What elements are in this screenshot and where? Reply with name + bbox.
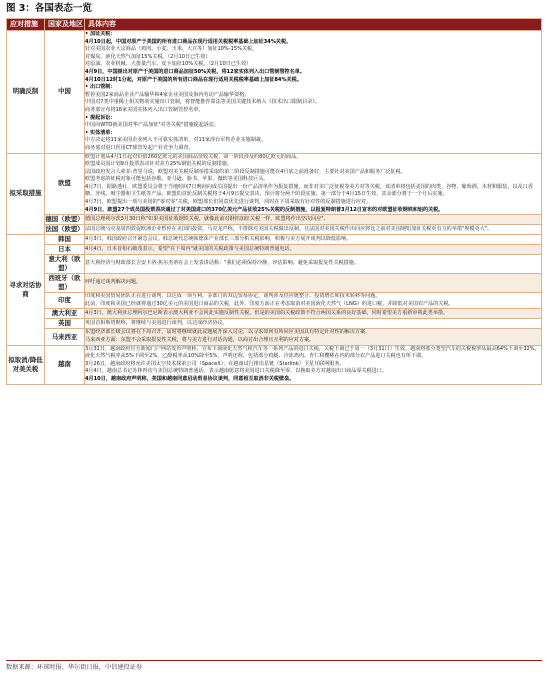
- figure-title: 图 3：各国表态一览: [6, 3, 92, 14]
- table-row: [7, 225, 542, 235]
- content-line: 4月10日12时1分起，对原产于美国的所有进口商品在现行适用关税税率基础上加征84%关税。: [85, 76, 302, 83]
- bottom-rule: [6, 660, 542, 661]
- content-line: 4月9日，欧盟27个成员国投票表决通过了对美国进口的370亿美元产品征收25%关税的反制措施，以报复特朗普3月12日宣布的对欧盟征收钢铁和铝的关税。: [85, 206, 444, 213]
- content-line: 意大利经济与财政部长吉安卡洛·焦尔杰蒂在会上发表讲话称："我们必须保持冷静，评估影响，避免采取报复性关税措施。: [85, 260, 359, 267]
- content-cell: [85, 225, 542, 235]
- content-line: 商务部宣布将16家美国实体列入出口管制管控名单。: [85, 106, 204, 113]
- content-line: 3月26日，越南政府将允许美国太空技术探索公司（SpaceX），在越南试行推出星链（Starlink）卫星互联网服务。: [85, 360, 345, 367]
- content-line: 东盟经济部长级会议将在下周召开，届时将继续就此议题展开深入讨论，以寻求如何有所回应美国具有特定针对性的解决方案。: [85, 329, 371, 336]
- content-line: 4月7日，欧盟提出一项与美国的"零对零"关税，欧盟部长们同意优先进行谈判，同时在下周采取有针对性的反制措施进行应对。: [85, 199, 372, 206]
- table-body: [7, 31, 542, 385]
- table-row: [7, 329, 542, 345]
- country-cell: 欧盟: [45, 153, 85, 215]
- header-country: 国家及地区: [45, 19, 85, 31]
- source-note: 数据来源：环球时报、华尔街日报，中信建投证券: [6, 664, 143, 671]
- measure-category: 拟采取措施: [7, 153, 45, 235]
- content-cell: [85, 245, 542, 255]
- country-cell: 意大利（欧盟）: [45, 255, 85, 274]
- content-cell: [85, 309, 542, 319]
- content-cell: [85, 329, 542, 345]
- content-line: 中国对7类中重稀土相关物项实施出口管制，将智能推荐算法等美国关键技术纳入《技术出口限制目录》。: [85, 99, 321, 106]
- content-line: 中方决定将11家美国企业列入不可靠实体清单，对11家涉台军售企业实施制裁。: [85, 137, 267, 144]
- table-row: [7, 345, 542, 384]
- table-row: [7, 319, 542, 329]
- content-cell: [85, 215, 542, 225]
- content-line: 针对美国农业大宗商品（鸡肉、小麦、玉米、大豆等）加征10%-15%关税。: [85, 46, 258, 53]
- content-line: 4月3日，韩国政府召开紧急会议。韩总统代总统韩德洙产业部长三部分析关税影响，积极与美方展开谈判以降低影响。: [85, 235, 352, 242]
- header-measure: 应对措施: [7, 19, 45, 31]
- content-line: 法国总统马克龙周四敦促欧洲企业暂停在美国的投资，马克龙声称，不排除对美国关税做出反制，且法国对美国关税作出回应将比之前对美国钢铝加征关税更有力的举措"规模更大"。: [85, 225, 493, 232]
- content-line: 欧盟考虑的征税对象可能包括谷歌、亚马逊、脸书、苹果、微软等美国科技巨头。: [85, 176, 269, 183]
- countries-stance-table: [6, 18, 542, 385]
- content-line: 4月10日，越南政府声明称，美国和越南同意启动贸易协议谈判，同意相互取消非关税壁垒。: [85, 376, 295, 382]
- measure-category: 明确反制: [7, 31, 45, 154]
- country-cell: 马来西亚: [45, 329, 85, 345]
- country-cell: 日本: [45, 245, 85, 255]
- country-cell: 英国: [45, 319, 85, 329]
- content-line: 4月4日，日本首相石破茂表示，希望"在下周内"就美国的关税政策与美国总统特朗普通电话。: [85, 245, 295, 252]
- table-row: [7, 215, 542, 225]
- table-row: [7, 153, 542, 215]
- content-line: 4月7日，据路透社，欧盟委员会将于当地时间7日晚间向成员国提出一份产品清单作为报复措施，而非对美广泛征税等美方对等关税，该清单将包括美国的肉类、谷物、葡萄酒、木材和服装，以及口香糖、牙线、吸尘器和卫生纸等产品。欧盟的首轮反制关税将于4月9日提交表决，预计将分两个阶段实施，第一部分于4月15日生效，其余部分将于一个月后实施。: [85, 183, 533, 198]
- country-cell: 澳大利亚: [45, 309, 85, 319]
- content-line: 德国总理朔尔茨3月30日称"如果美国征收钢铁关税，就像此前对钢铝加征关税一样，欧盟将作出坚决回应"。: [85, 215, 329, 222]
- table-row: [7, 309, 542, 319]
- table-row: [7, 293, 542, 309]
- content-cell: [85, 293, 542, 309]
- content-cell: [85, 345, 542, 384]
- country-cell: 越南: [45, 345, 85, 384]
- content-line: 马来西亚方面：东盟不会采取报复性关税，将与美方进行对话沟通，以商讨出合理且互利的应对方案。: [85, 337, 315, 344]
- content-line: 中国向WTO就美国对华产品加征"对等关税"措施提起诉讼。: [85, 122, 220, 129]
- content-line: 对原油、农业机械、大排量汽车、皮卡加征10%关税。（2月10日已生效）: [85, 61, 252, 68]
- table-row: [7, 245, 542, 255]
- content-cell: [85, 235, 542, 245]
- content-line: 法国政府发言人索菲·普里马说，欧盟对美关税反制举措采取的第二阶段反制措施可能在4月底之前准备好，主要针对美国产品和服务广泛征税。: [85, 168, 406, 175]
- content-line: • 实体清单：: [85, 129, 116, 136]
- content-line: • 出口管制：: [85, 84, 116, 91]
- content-line: 4月4日，越南总书记苏林再次与美国总统特朗普通话，表示越南愿意将美国进口关税降至零，以换取美方对越南出口商品零关税进口。: [85, 368, 387, 375]
- content-cell: [85, 319, 542, 329]
- content-line: 4月10日起，中国对原产于美国的所有进口商品在现行适用关税税率基础上加征34%关税。: [85, 38, 292, 45]
- content-line: 4月3日，澳大利亚总理阿尔巴尼斯表示澳大利亚不会回此实施反制性关税，但是的美国的关税政策不符合两国关系的良好基础，同时希望美方重新审视此类举措。: [85, 310, 449, 317]
- content-cell: [85, 255, 542, 274]
- content-line: 英国首相斯塔默称，将继续与美国进行谈判，以达成经济协议。: [85, 320, 228, 327]
- content-cell: [85, 274, 542, 293]
- content-line: 印度和美国贸易团队正在进行谈判，以达成一项互利、多部门的双边贸易协定，谈判涉及供应链整合、投资增长和技术转移等问题。: [85, 293, 381, 300]
- content-line: • 提起诉讼：: [85, 114, 116, 121]
- content-line: 3月31日，越南政府官方新闻门户网站发布声明称，宣布下调液化天然气和汽车等一系列产品的进口关税，关税下调已于周一（3月31日）生效。越南将部分类型汽车的关税税率从最高64%下调至32%，液化天然气税率从5%下调至2%，乙醇税率从10%降至5%，声明还称，包括部分鸡腿、冷冻鸡肉、杏仁和樱桃在内的部分农产品进口关税也有所下调。: [85, 345, 540, 360]
- country-cell: 印度: [45, 293, 85, 309]
- content-cell: [85, 31, 542, 154]
- table-row: [7, 255, 542, 274]
- table-row: [7, 274, 542, 293]
- content-cell: [85, 153, 542, 215]
- content-line: 暂停美国2家商品企业产品输华和4家企业美国及海内劳动产品输华资格。: [85, 91, 250, 98]
- country-cell: 中国: [45, 31, 85, 154]
- header-content: 具体内容: [85, 19, 542, 31]
- content-line: 4月9日，中国提出对原产于美国的进口商品加征50%关税，将12家实体列入出口管制管控名单。: [85, 68, 305, 75]
- country-cell: 西班牙（欧盟）: [45, 274, 85, 293]
- content-line: 呼吁通过谈判解决问题。: [85, 279, 142, 286]
- table-header-row: [7, 19, 542, 31]
- content-line: 对煤炭、液化天然气加征15%关税。（2月10日已生效）: [85, 53, 211, 60]
- content-line: • 加征关税：: [85, 31, 116, 37]
- content-line: 此前，印度和美国已经就将通过30亿美元的美国进口商品的关税，此外，印度方面正在考虑取消对美国液化天然气（LNG）的进口税，并降低对美国农产品的关税。: [85, 300, 454, 307]
- country-cell: 法国（欧盟）: [45, 225, 84, 234]
- content-line: 欧盟计划从4月1日起对价值260亿欧元的美国商品征收关税，第一阶段涉及约80亿欧元的商品。: [85, 153, 302, 160]
- country-cell: 德国（欧盟）: [45, 215, 84, 224]
- content-line: 欧盟成员国计划9日投票表决针对美方25%钢铝关税的反制措施。: [85, 161, 233, 168]
- measure-category: 寻求对话协商: [7, 235, 45, 345]
- table-row: [7, 235, 542, 245]
- table-row: [7, 31, 542, 154]
- country-cell: 韩国: [45, 235, 85, 245]
- measure-category: 拟取消/降低对美关税: [7, 345, 45, 384]
- content-line: 商务部对进口医用CT球管发起产业竞争力调查。: [85, 144, 194, 151]
